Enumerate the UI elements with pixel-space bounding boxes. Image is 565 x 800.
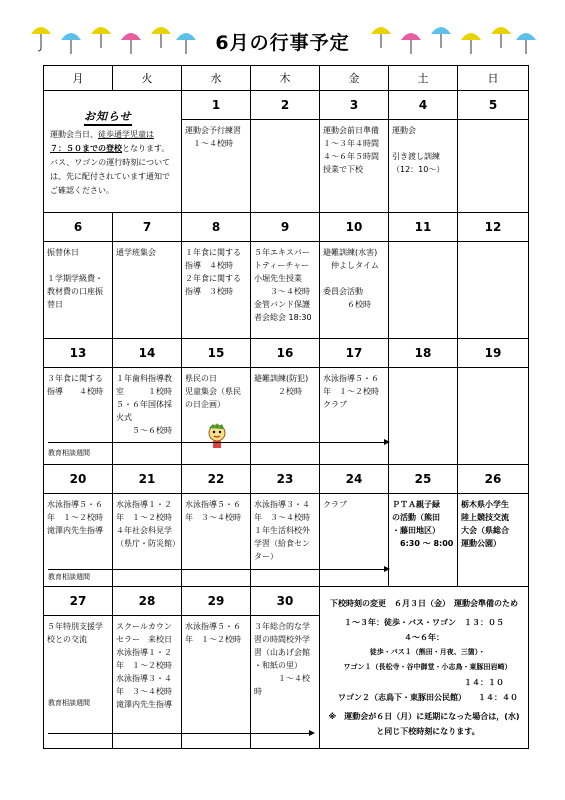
notice-text	[44, 126, 181, 198]
day-events: 振替休日 １学期学級費・ 教材費の口座振 替日	[47, 248, 103, 309]
notice-time: ７：５０までの登校	[50, 143, 122, 153]
weekday-mon: 月	[44, 66, 113, 91]
day-number: 9	[251, 213, 320, 242]
weekday-tue: 火	[113, 66, 182, 91]
day-events: ＰＴＡ親子緑 の活動（熊田 ・藤田地区） 6:30 ～ 8:00	[392, 500, 454, 548]
day-events: 通学班集会	[116, 248, 156, 257]
notice-box	[44, 91, 182, 213]
note-heading: 下校時刻の変更 ６月３日（金） 運動会準備のため	[330, 599, 518, 608]
day-events: １年歯科指導教 室 １校時 ５・６年国体採 火式 ５～６校時	[116, 374, 172, 435]
weekday-sun: 日	[458, 66, 529, 91]
day-number: 4	[389, 91, 458, 120]
notice-line: となります。	[122, 143, 170, 153]
day-events: 水泳指導３・４ 年 ３～４校時 １年生活科校外 学習（給食セン ター）	[254, 500, 310, 561]
day-number: 22	[182, 465, 251, 494]
note-line: ワゴン２（志鳥下・東豚田公民館） １４：４０	[330, 693, 518, 702]
consultation-week-arrow	[48, 569, 388, 570]
note-line: １～３年：徒歩・バス・ワゴン １３：０５	[344, 618, 504, 627]
notice-underlined: 徒歩通学児童は	[98, 129, 154, 139]
day-number: 3	[320, 91, 389, 120]
day-number: 19	[458, 339, 529, 368]
calendar-table	[43, 65, 529, 749]
consultation-week-arrow	[48, 442, 388, 443]
day-number: 16	[251, 339, 320, 368]
notice-line: バス、ワゴンの運行時刻については、先に配付されています通知でご確認ください。	[50, 157, 171, 195]
day-number: 25	[389, 465, 458, 494]
mascot-icon	[204, 422, 230, 450]
day-number: 18	[389, 339, 458, 368]
day-events: ５年特別支援学 校との交流	[47, 622, 103, 644]
consultation-week-label: 教育相談週間	[48, 699, 90, 707]
day-number: 6	[44, 213, 113, 242]
note-line: ４～６年：	[404, 633, 444, 642]
day-number: 8	[182, 213, 251, 242]
day-events	[458, 120, 528, 128]
day-events: 水泳指導５・６ 年 １～２校時	[185, 622, 241, 644]
day-number: 24	[320, 465, 389, 494]
consultation-week-label: 教育相談週間	[48, 449, 90, 457]
dismissal-time-note	[320, 587, 529, 749]
consultation-week-label: 教育相談週間	[48, 573, 90, 581]
note-line: １４：１０	[344, 678, 504, 687]
weekday-header-row	[44, 66, 529, 91]
day-number: 1	[182, 91, 251, 120]
weekday-thu: 木	[251, 66, 320, 91]
weekday-wed: 水	[182, 66, 251, 91]
day-events: スクールカウン セラー 来校日 水泳指導１・２ 年 １～２校時 水泳指導３・４ 年 ３～４校時 滝澤内先生指導	[116, 622, 172, 709]
umbrella-icon	[515, 26, 537, 60]
day-events: 水泳指導５・６ 年 １～２校時 滝澤内先生指導	[47, 500, 103, 535]
weekday-fri: 金	[320, 66, 389, 91]
umbrella-icon	[460, 26, 482, 60]
day-events: 運動会 引き渡し訓練 （12：10～）	[392, 126, 445, 174]
day-number: 15	[182, 339, 251, 368]
day-number: 26	[458, 465, 529, 494]
day-number: 5	[458, 91, 529, 120]
day-number: 10	[320, 213, 389, 242]
notice-line: 運動会当日、	[50, 129, 98, 139]
day-events: 運動会前日準備 １～３年４時間 ４～６年５時間 授業で下校	[323, 126, 379, 174]
day-number: 7	[113, 213, 182, 242]
day-number: 30	[251, 587, 320, 616]
day-number: 12	[458, 213, 529, 242]
day-events: ３年総合的な学 習の時間校外学 習（山あげ会館 ・和紙の里） １～４校時	[254, 622, 310, 696]
day-number: 13	[44, 339, 113, 368]
umbrella-icon	[370, 20, 392, 54]
day-events: 栃木県小学生 陸上競技交流 大会（県総合 運動公園）	[461, 500, 509, 548]
weekday-sat: 土	[389, 66, 458, 91]
day-number: 11	[389, 213, 458, 242]
day-events: 県民の日 児童集会（県民 の日企画）	[185, 374, 241, 409]
day-events: １年食に関する 指導 ４校時 ２年食に関する 指導 ３校時	[185, 248, 241, 296]
day-events: 避難訓練(水害) 仲よしタイム 委員会活動 ６校時	[323, 248, 379, 309]
day-number: 2	[251, 91, 320, 120]
day-events: クラブ	[323, 500, 347, 509]
day-events: 水泳指導１・２ 年 １～２校時 ４年社会科見学 （県庁・防災館）	[116, 500, 180, 548]
day-events: 運動会予行練習 １～４校時	[185, 126, 241, 148]
day-events	[251, 120, 319, 128]
note-line: ワゴン１（長松寺・谷中御堂・小志鳥・東豚田岩崎）	[336, 663, 512, 671]
day-number: 29	[182, 587, 251, 616]
notice-heading: お知らせ	[84, 108, 132, 126]
day-number: 27	[44, 587, 113, 616]
page-title: 6月の行事予定	[215, 32, 350, 54]
day-number: 14	[113, 339, 182, 368]
day-number: 23	[251, 465, 320, 494]
day-events: 水泳指導５・６ 年 ３～４校時	[185, 500, 241, 522]
day-events: ３年食に関する 指導 ４校時	[47, 374, 103, 396]
day-number: 21	[113, 465, 182, 494]
note-line: 徒歩・バス１（熊田・月夜、三箇）・	[362, 648, 486, 656]
day-events: 避難訓練(防犯) ２校時	[254, 374, 309, 396]
day-number: 17	[320, 339, 389, 368]
day-number: 28	[113, 587, 182, 616]
note-line: ※ 運動会が６日（月）に延期になった場合は，(水) と同じ下校時刻になります。	[328, 712, 520, 736]
umbrella-icon	[490, 20, 512, 54]
umbrella-icon	[400, 26, 422, 60]
day-events: ５年エキスパー トティーチャー 小堀先生授業 ３～４校時 金管バンド保護 者会総会 18:30	[254, 248, 312, 322]
day-events: 水泳指導５・６ 年 １～２校時 クラブ	[323, 374, 379, 409]
day-number: 20	[44, 465, 113, 494]
umbrella-icon	[430, 20, 452, 54]
header	[0, 18, 565, 68]
consultation-week-arrow	[48, 733, 313, 734]
